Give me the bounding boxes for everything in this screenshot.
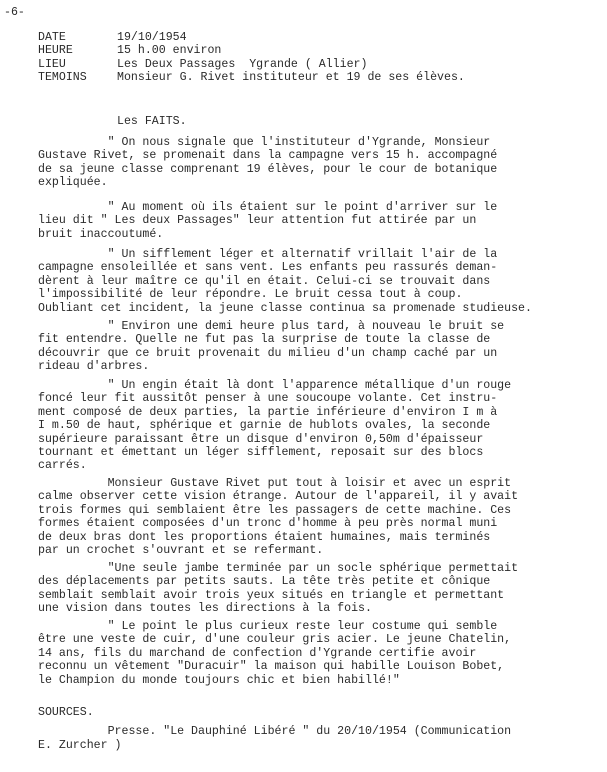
text-line: calme observer cette vision étrange. Autour de l'appareil, il y avait (38, 490, 519, 504)
faits-heading: Les FAITS. (117, 115, 187, 128)
text-line: le Champion du monde toujours chic et bien habillé!" (38, 673, 400, 687)
header-key: LIEU (38, 57, 66, 71)
text-line: " Au moment où ils étaient sur le point d'arriver sur le (38, 201, 498, 214)
header-value: Monsieur G. Rivet instituteur et 19 de ses élèves. (117, 70, 465, 84)
header-row-temoins (38, 71, 465, 84)
text-line: 14 ans, fils du marchand de confection d'Ygrande certifie avoir (38, 646, 477, 660)
paragraph-7 (38, 562, 578, 616)
text-line: expliquée. (38, 176, 108, 190)
header-row-heure (38, 44, 465, 57)
paragraph-5 (38, 379, 578, 473)
text-line: une vision dans toutes les directions à la fois. (38, 602, 372, 616)
header-value: Les Deux Passages Ygrande ( Allier) (117, 57, 368, 71)
header-value: 19/10/1954 (117, 31, 187, 44)
text-line: "Une seule jambe terminée par un socle sphérique permettait (38, 562, 519, 575)
text-line: carrés. (38, 459, 87, 473)
text-line: lieu dit " Les deux Passages" leur attention fut attirée par un (38, 214, 477, 228)
text-line: de sa jeune classe comprenant 19 élèves, pour le cour de botanique (38, 162, 498, 176)
text-line: " Un engin était là dont l'apparence métallique d'un rouge (38, 379, 512, 392)
text-line: trois formes qui semblaient être les passagers de cette machine. Ces (38, 503, 512, 517)
text-line: être une veste de cuir, d'une couleur gris acier. Le jeune Chatelin, (38, 633, 512, 647)
text-line: Gustave Rivet, se promenait dans la campagne vers 15 h. accompagné (38, 149, 498, 163)
header-row-date (38, 31, 465, 44)
text-line: I m.50 de haut, sphérique et garnie de hublots ovales, la seconde (38, 419, 491, 433)
text-line: ment composé de deux parties, la partie inférieure d'environ I m à (38, 405, 498, 419)
header-row-lieu (38, 58, 465, 71)
text-line: E. Zurcher ) (38, 739, 122, 752)
paragraph-1 (38, 136, 578, 190)
header-key: TEMOINS (38, 70, 87, 84)
text-line: semblait semblait avoir trois yeux situés en triangle et permettant (38, 588, 505, 602)
text-line: rideau d'arbres. (38, 360, 150, 374)
header-key: HEURE (38, 44, 73, 58)
sources-text (38, 725, 511, 753)
text-line: reconnu un vêtement "Duracuir" la maison qui habille Louison Bobet, (38, 660, 505, 674)
text-line: foncé leur fit aussitôt penser à une soucoupe volante. Cet instru- (38, 392, 498, 406)
text-line: tournant et émettant un léger sifflement, reposait sur des blocs (38, 446, 484, 460)
text-line: par un crochet s'ouvrant et se refermant. (38, 544, 324, 558)
header-key: DATE (38, 31, 66, 44)
text-line: " On nous signale que l'instituteur d'Ygrande, Monsieur (38, 136, 491, 149)
header-block (38, 31, 465, 84)
text-line: de deux bras dont les proportions étaient humaines, mais terminés (38, 530, 491, 544)
text-line: fit entendre. Quelle ne fut pas la surprise de toute la classe de (38, 333, 491, 347)
text-line: des déplacements par petits sauts. La tête très petite et cônique (38, 575, 491, 589)
text-line: découvrir que ce bruit provenait du milieu d'un champ caché par un (38, 346, 498, 360)
sources-heading: SOURCES. (38, 706, 94, 719)
text-line: supérieure paraissant être un disque d'environ 0,50m d'épaisseur (38, 432, 484, 446)
text-line: Oubliant cet incident, la jeune classe continua sa promenade studieuse. (38, 301, 532, 315)
page-number: -6- (4, 6, 25, 19)
text-line: Monsieur Gustave Rivet put tout à loisir et avec un esprit (38, 477, 512, 490)
text-line: l'impossibilité de leur répondre. Le bruit cessa tout à coup. (38, 288, 463, 302)
paragraph-6 (38, 477, 578, 557)
paragraph-8 (38, 620, 578, 687)
text-line: bruit inaccoutumé. (38, 227, 164, 241)
text-line: dèrent à leur maître ce qu'il en était. Celui-ci se trouvait dans (38, 274, 491, 288)
text-line: " Le point le plus curieux reste leur costume qui semble (38, 620, 498, 633)
paragraph-4 (38, 320, 578, 374)
text-line: " Environ une demi heure plus tard, à nouveau le bruit se (38, 320, 505, 333)
text-line: Presse. "Le Dauphiné Libéré " du 20/10/1954 (Communication (38, 725, 512, 738)
text-line: formes étaient composées d'un tronc d'homme à peu près normal muni (38, 517, 498, 531)
paragraph-3 (38, 248, 578, 315)
text-line: " Un sifflement léger et alternatif vrillait l'air de la (38, 248, 498, 261)
paragraph-2 (38, 201, 578, 241)
header-value: 15 h.00 environ (117, 44, 222, 58)
text-line: campagne ensoleillée et sans vent. Les enfants peu rassurés deman- (38, 261, 498, 275)
